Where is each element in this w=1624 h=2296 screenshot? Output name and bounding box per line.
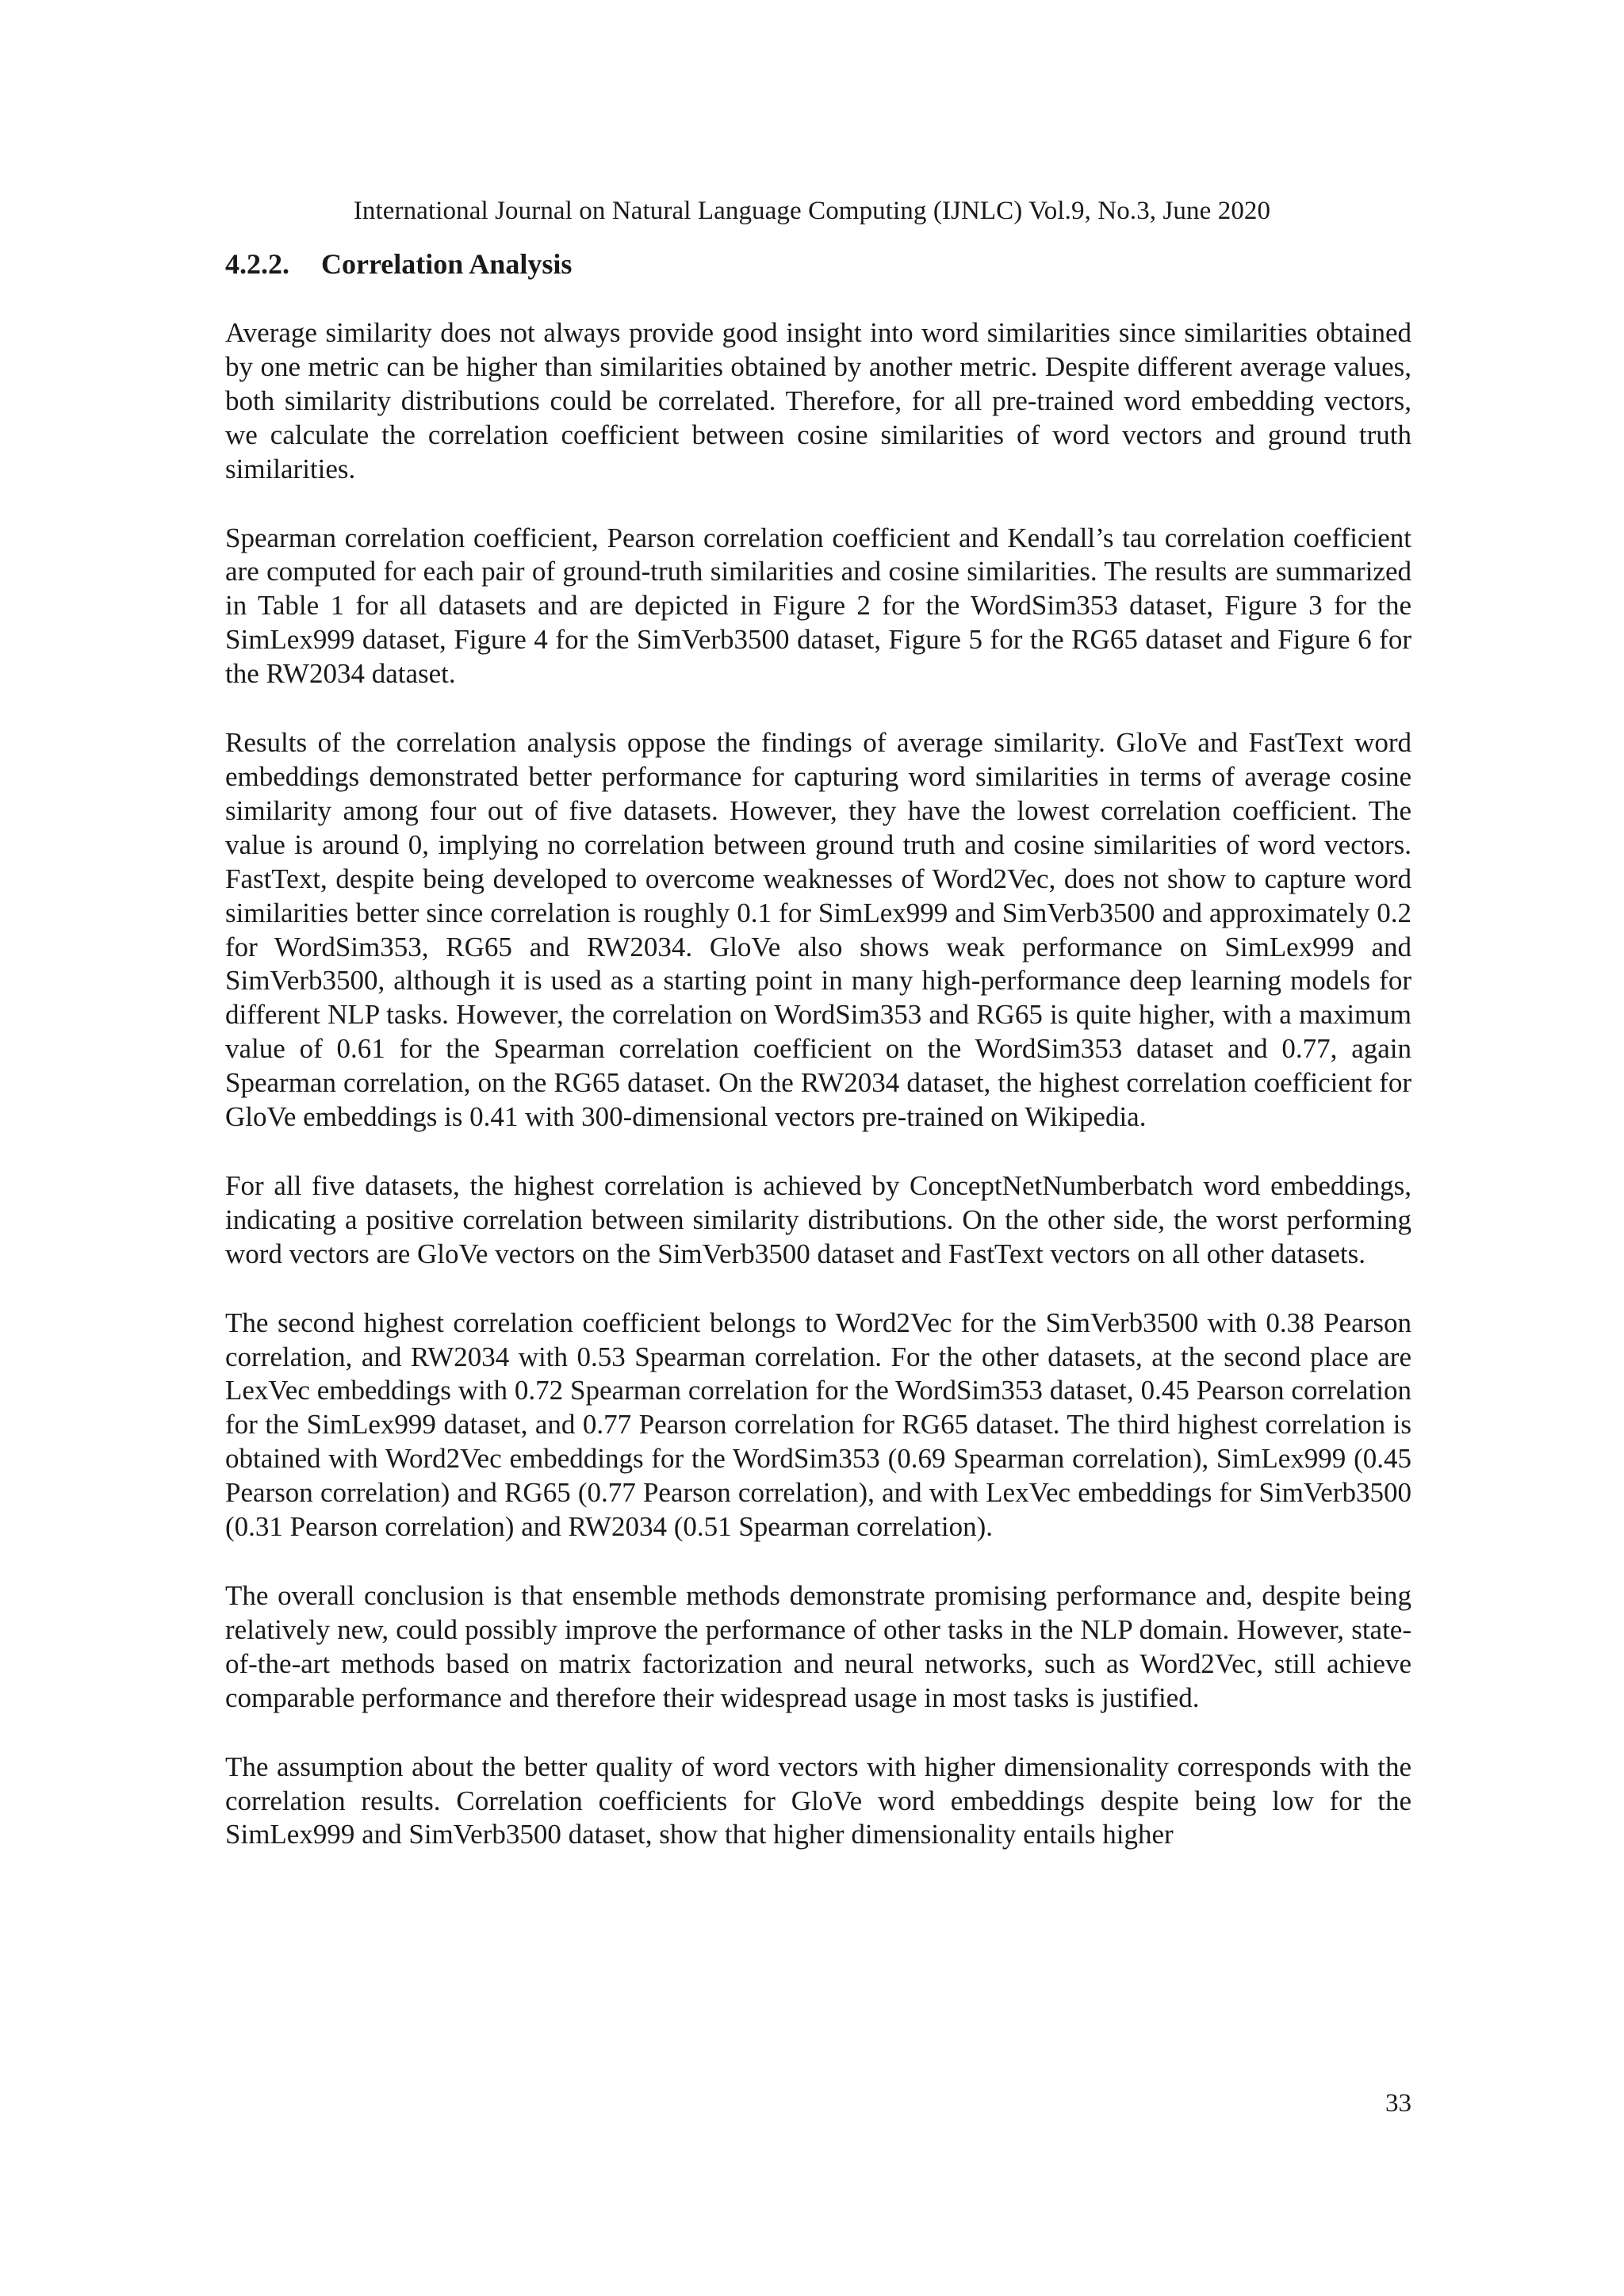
section-heading <box>225 247 1411 281</box>
paragraph-2: Spearman correlation coefficient, Pearson correlation coefficient and Kendall’s tau correlation coefficient are computed for each pair of ground-truth similarities and cosine similarities. The results are summarized in Table 1 for all datasets and are depicted in Figure 2 for the WordSim353 dataset, Figure 3 for the SimLex999 dataset, Figure 4 for the SimVerb3500 dataset, Figure 5 for the RG65 dataset and Figure 6 for the RW2034 dataset. <box>225 522 1411 690</box>
paragraph-7: The assumption about the better quality of word vectors with higher dimensionality corresponds with the correlation results. Correlation coefficients for GloVe word embeddings despite being low for the SimLex999 and SimVerb3500 dataset, show that higher dimensionality entails higher <box>225 1751 1411 1850</box>
page-number: 33 <box>1385 2089 1411 2118</box>
section-number: 4.2.2. <box>225 248 289 280</box>
paragraph-5: The second highest correlation coefficient belongs to Word2Vec for the SimVerb3500 with 0.38 Pearson correlation, and RW2034 with 0.53 Spearman correlation. For the other datasets, at the second place are LexVec embeddings with 0.72 Spearman correlation for the WordSim353 dataset, 0.45 Pearson correlation for the SimLex999 dataset, and 0.77 Pearson correlation for RG65 dataset. The third highest correlation is obtained with Word2Vec embeddings for the WordSim353 (0.69 Spearman correlation), SimLex999 (0.45 Pearson correlation) and RG65 (0.77 Pearson correlation), and with LexVec embeddings for SimVerb3500 (0.31 Pearson correlation) and RW2034 (0.51 Spearman correlation). <box>225 1307 1411 1543</box>
paragraph-6: The overall conclusion is that ensemble methods demonstrate promising performance and, despite being relatively new, could possibly improve the performance of other tasks in the NLP domain. However, state-of-the-art methods based on matrix factorization and neural networks, such as Word2Vec, still achieve comparable performance and therefore their widespread usage in most tasks is justified. <box>225 1580 1411 1713</box>
paragraph-1: Average similarity does not always provide good insight into word similarities since similarities obtained by one metric can be higher than similarities obtained by another metric. Despite different average values, both similarity distributions could be correlated. Therefore, for all pre-trained word embedding vectors, we calculate the correlation coefficient between cosine similarities of word vectors and ground truth similarities. <box>225 317 1411 484</box>
running-header: International Journal on Natural Language Computing (IJNLC) Vol.9, No.3, June 2020 <box>353 197 1271 225</box>
paragraph-3: Results of the correlation analysis oppose the findings of average similarity. GloVe and FastText word embeddings demonstrated better performance for capturing word similarities in terms of average cosine similarity among four out of five datasets. However, they have the lowest correlation coefficient. The value is around 0, implying no correlation between ground truth and cosine similarities of word vectors. FastText, despite being developed to overcome weaknesses of Word2Vec, does not show to capture word similarities better since correlation is roughly 0.1 for SimLex999 and SimVerb3500 and approximately 0.2 for WordSim353, RG65 and RW2034. GloVe also shows weak performance on SimLex999 and SimVerb3500, although it is used as a starting point in many high-performance deep learning models for different NLP tasks. However, the correlation on WordSim353 and RG65 is quite higher, with a maximum value of 0.61 for the Spearman correlation coefficient on the WordSim353 dataset and 0.77, again Spearman correlation, on the RG65 dataset. On the RW2034 dataset, the highest correlation coefficient for GloVe embeddings is 0.41 with 300-dimensional vectors pre-trained on Wikipedia. <box>225 727 1411 1133</box>
section-title: Correlation Analysis <box>321 248 573 280</box>
paragraph-4: For all five datasets, the highest correlation is achieved by ConceptNetNumberbatch word embeddings, indicating a positive correlation between similarity distributions. On the other side, the worst performing word vectors are GloVe vectors on the SimVerb3500 dataset and FastText vectors on all other datasets. <box>225 1169 1411 1269</box>
page-body <box>225 247 1411 1887</box>
